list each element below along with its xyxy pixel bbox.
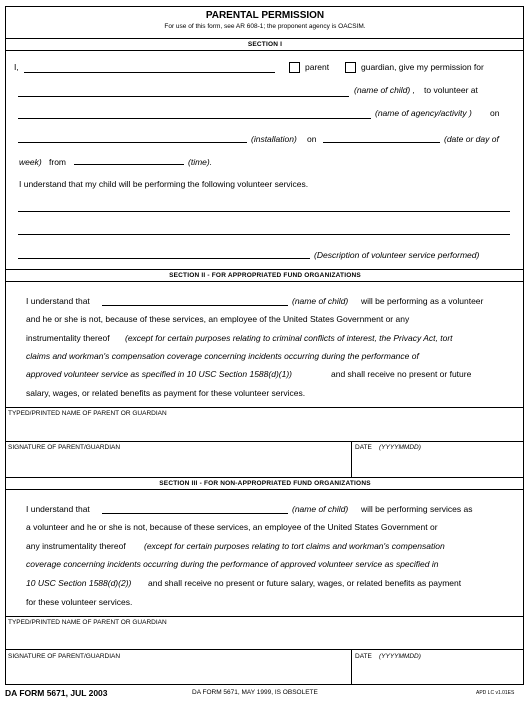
divider [5, 281, 524, 282]
obsolete-note: DA FORM 5671, MAY 1999, IS OBSOLETE [192, 689, 318, 696]
s3-child-name-field[interactable] [102, 513, 288, 514]
on-label: on [307, 134, 317, 144]
parent-name-field[interactable] [24, 72, 275, 73]
s2-date-format: (YYYYMMDD) [379, 444, 421, 451]
s3-date-format: (YYYYMMDD) [379, 653, 421, 660]
divider [5, 489, 524, 490]
s2-text: and shall receive no present or future [331, 369, 472, 379]
guardian-checkbox[interactable] [345, 62, 356, 73]
divider [5, 477, 524, 478]
installation-field[interactable] [18, 142, 247, 143]
s2-text: claims and workman's compensation coverage concerning incidents occurring during the performance of [26, 351, 419, 361]
s3-text: and shall receive no present or future salary, wages, or related benefits as payment [148, 578, 462, 588]
date-field[interactable] [323, 142, 440, 143]
s3-child-label: (name of child) [292, 504, 349, 514]
s3-typed-name-label: TYPED/PRINTED NAME OF PARENT OR GUARDIAN [8, 619, 167, 626]
form-subtitle: For use of this form, see AR 608-1; the proponent agency is OACSIM. [164, 23, 366, 30]
s2-child-label: (name of child) [292, 296, 349, 306]
form-title: PARENTAL PERMISSION [205, 10, 325, 21]
s3-date-label: DATE [355, 653, 372, 660]
divider [5, 441, 524, 442]
s3-text: any instrumentality thereof [26, 541, 126, 551]
s2-signature-field[interactable] [6, 452, 350, 476]
s2-date-label: DATE [355, 444, 372, 451]
s3-text: for these volunteer services. [26, 597, 133, 607]
week-label: week) [19, 157, 42, 167]
name-of-child-label: (name of child) , [354, 85, 415, 95]
s2-text: instrumentality thereof [26, 333, 110, 343]
s2-text: approved volunteer service as specified in 10 USC Section 1588(d)(1)) [26, 369, 292, 379]
s2-text: I understand that [26, 296, 90, 306]
section2-heading: SECTION II - FOR APPROPRIATED FUND ORGANIZATIONS [169, 272, 361, 279]
s2-signature-label: SIGNATURE OF PARENT/GUARDIAN [8, 444, 121, 451]
section1-heading: SECTION I [247, 41, 283, 48]
service-line[interactable] [18, 258, 310, 259]
s2-child-name-field[interactable] [102, 305, 288, 306]
s3-text: will be performing services as [361, 504, 473, 514]
s3-text: 10 USC Section 1588(d)(2)) [26, 578, 132, 588]
form-number: DA FORM 5671, JUL 2003 [5, 688, 108, 698]
divider [5, 616, 524, 617]
s3-signature-label: SIGNATURE OF PARENT/GUARDIAN [8, 653, 121, 660]
s2-typed-name-field[interactable] [6, 418, 523, 440]
s2-text: and he or she is not, because of these services, an employee of the United States Government or any [26, 314, 410, 324]
time-field[interactable] [74, 164, 184, 165]
guardian-label: guardian, give my permission for [361, 62, 484, 72]
s3-text: coverage concerning incidents occurring during the performance of approved volunteer service as specified in [26, 559, 439, 569]
time-label: (time). [188, 157, 213, 167]
description-label: (Description of volunteer service performed) [314, 250, 480, 260]
divider [5, 649, 524, 650]
s2-text: salary, wages, or related benefits as payment for these volunteer services. [26, 388, 306, 398]
divider [5, 38, 524, 39]
s2-date-field[interactable] [352, 452, 523, 476]
understand-text: I understand that my child will be performing the following volunteer services. [19, 179, 309, 189]
section3-heading: SECTION III - FOR NON-APPROPRIATED FUND ORGANIZATIONS [159, 480, 371, 487]
agency-label: (name of agency/activity ) [375, 108, 472, 118]
service-line[interactable] [18, 211, 510, 212]
to-volunteer-at-label: to volunteer at [424, 85, 478, 95]
s3-typed-name-field[interactable] [6, 627, 523, 648]
divider [5, 407, 524, 408]
divider [5, 50, 524, 51]
from-label: from [49, 157, 66, 167]
parent-label: parent [305, 62, 330, 72]
i-label: I, [14, 62, 19, 72]
s3-text: I understand that [26, 504, 90, 514]
parent-checkbox[interactable] [289, 62, 300, 73]
s3-date-field[interactable] [352, 661, 523, 684]
s2-text: (except for certain purposes relating to criminal conflicts of interest, the Privacy Act, tort [125, 333, 453, 343]
version-label: APD LC v1.01ES [476, 690, 515, 696]
on-label: on [490, 108, 500, 118]
s2-typed-name-label: TYPED/PRINTED NAME OF PARENT OR GUARDIAN [8, 410, 167, 417]
s3-text: a volunteer and he or she is not, because of these services, an employee of the United States Government or [26, 522, 438, 532]
divider [5, 269, 524, 270]
s2-text: will be performing as a volunteer [361, 296, 484, 306]
child-name-field[interactable] [18, 96, 349, 97]
date-or-day-label: (date or day of [444, 134, 499, 144]
agency-field[interactable] [18, 118, 371, 119]
installation-label: (installation) [251, 134, 297, 144]
service-line[interactable] [18, 234, 510, 235]
s3-text: (except for certain purposes relating to tort claims and workman's compensation [144, 541, 445, 551]
s3-signature-field[interactable] [6, 661, 350, 684]
